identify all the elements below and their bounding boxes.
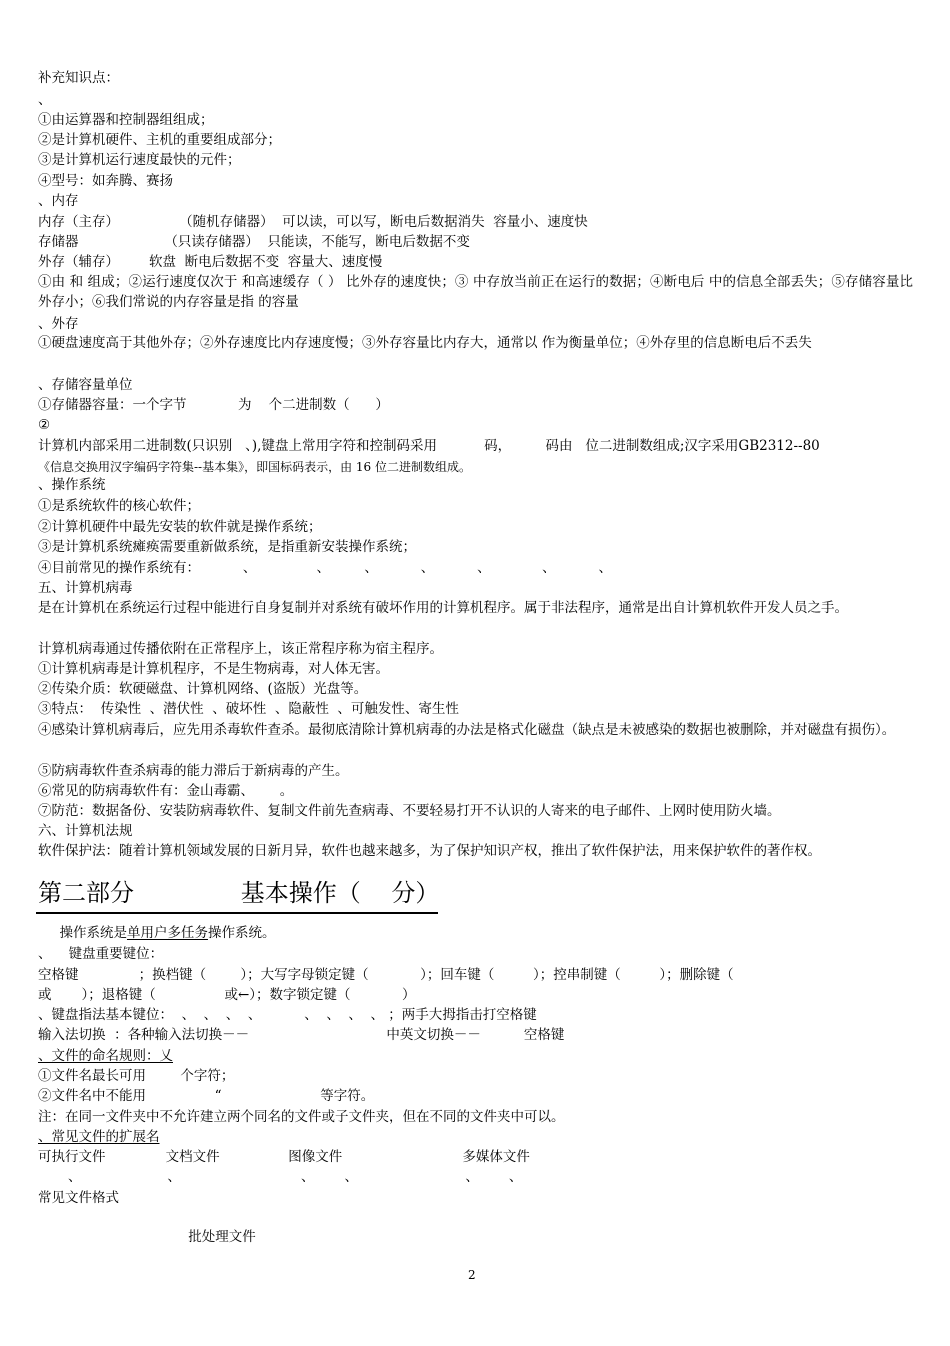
text-line: 空格键 ；换档键（ ）；大写字母锁定键（ ）；回车键（ ）；控串制键（ ）；删除键（ <box>38 967 734 983</box>
section-heading: 、 键盘重要键位： <box>38 946 164 962</box>
text-line: ②是计算机硬件、主机的重要组成部分； <box>38 132 281 148</box>
section-heading: 、常见文件的扩展名 <box>38 1129 160 1145</box>
page-number: 2 <box>468 1268 476 1282</box>
section-heading: 、操作系统 <box>38 477 106 493</box>
text-line: 外存（辅存） 软盘 断电后数据不变 容量大、速度慢 <box>38 254 383 270</box>
text-line <box>38 923 275 943</box>
text-line: 常见文件格式 <box>38 1190 119 1206</box>
text-line: ④目前常见的操作系统有： 、 、 、 、 、 、 、 <box>38 560 613 576</box>
text-line: 批处理文件 <box>38 1229 256 1245</box>
text-line: ①由运算器和控制器组组成； <box>38 112 214 128</box>
text-paragraph: 软件保护法：随着计算机领域发展的日新月异，软件也越来越多，为了保护知识产权，推出了软件保护法，用来保护软件的著作权。 <box>38 843 821 859</box>
text-line: ③是计算机运行速度最快的元件； <box>38 152 241 168</box>
text-line: ⑥常见的防病毒软件有：金山毒霸、 。 <box>38 783 294 799</box>
text-line: ①存储器容量：一个字节 为 个二进制数（ ） <box>38 397 389 413</box>
underlined-term: 单用户多任务 <box>126 925 208 941</box>
section-heading: 、键盘指法基本键位： 、 、 、 、 、 、 、 、 ；两手大拇指击打空格键 <box>38 1007 537 1023</box>
text-paragraph: 是在计算机在系统运行过程中能进行自身复制并对系统有破坏作用的计算机程序。属于非法程序，通常是出自计算机软件开发人员之手。 <box>38 600 848 616</box>
text-line: ⑦防范：数据备份、安装防病毒软件、复制文件前先查病毒、不要轻易打开不认识的人寄来的电子邮件、上网时使用防火墙。 <box>38 803 781 819</box>
text-line: ①文件名最长可用 个字符； <box>38 1068 235 1084</box>
text-paragraph: ④感染计算机病毒后，应先用杀毒软件查杀。最彻底清除计算机病毒的办法是格式化磁盘（缺点是未被感染的数据也被删除，并对磁盘有损伤）。 <box>38 722 896 738</box>
text-line: 、 <box>38 92 52 108</box>
text-line: ② <box>38 417 51 433</box>
text-line: ②文件名中不能用 “ 等字符。 <box>38 1088 375 1104</box>
heading-rule <box>36 912 438 914</box>
text-paragraph: ①由 和 组成；②运行速度仅次于 和高速缓存（ ） 比外存的速度快；③ 中存放当前正在运行的数据；④断电后 中的信息全部丢失；⑤存储容量比外存小；⑥我们常说的内存容量是指 的容量 <box>38 274 913 310</box>
text-span: 操作系统。 <box>207 925 276 941</box>
section-heading: 、内存 <box>38 193 79 209</box>
text-line: ⑤防病毒软件查杀病毒的能力滞后于新病毒的产生。 <box>38 763 349 779</box>
text-paragraph: ①硬盘速度高于其他外存；②外存速度比内存速度慢；③外存容量比内存大，通常以 作为衡量单位；④外存里的信息断电后不丢失 <box>38 335 812 351</box>
text-line: 计算机病毒通过传播依附在正常程序上，该正常程序称为宿主程序。 <box>38 641 443 657</box>
text-line: ④型号：如奔腾、赛扬 <box>38 173 173 189</box>
text-line: 输入法切换 ：各种输入法切换－－ 中英文切换－－ 空格键 <box>38 1027 565 1043</box>
text-span: 操作系统是 <box>38 925 127 941</box>
part-heading: 第二部分 基本操作（ 分） <box>38 879 440 907</box>
text-line: ②计算机硬件中最先安装的软件就是操作系统； <box>38 519 322 535</box>
text-line: 可执行文件 文档文件 图像文件 多媒体文件 <box>38 1149 530 1165</box>
text-line: 补充知识点： <box>38 70 119 86</box>
text-line: 存储器 （只读存储器） 只能读，不能写，断电后数据不变 <box>38 234 470 250</box>
section-heading: 、外存 <box>38 316 79 332</box>
text-line: 计算机内部采用二进制数(只识别 、),键盘上常用字符和控制码采用 码， 码由 位二进制数组成;汉字采用GB2312--80 <box>38 438 820 454</box>
section-heading: 、存储容量单位 <box>38 377 133 393</box>
section-heading: 、文件的命名规则：乂 <box>38 1048 173 1064</box>
text-line: ③是计算机系统瘫痪需要重新做系统，是指重新安装操作系统； <box>38 539 416 555</box>
text-line: 、 、 、 、 、 、 <box>38 1169 523 1185</box>
text-line: 《信息交换用汉字编码字符集--基本集》，即国标码表示，由 16 位二进制数组成。 <box>38 460 472 474</box>
section-heading: 六、计算机法规 <box>38 823 133 839</box>
text-line: ②传染介质：软硬磁盘、计算机网络、(盗版）光盘等。 <box>38 681 368 697</box>
text-line: 注：在同一文件夹中不允许建立两个同名的文件或子文件夹，但在不同的文件夹中可以。 <box>38 1109 565 1125</box>
text-line: ①是系统软件的核心软件； <box>38 498 200 514</box>
text-line: 或 ）；退格键（ 或←）；数字锁定键（ ） <box>38 987 416 1003</box>
text-line: ③特点： 传染性 、潜伏性 、破坏性 、隐蔽性 、可触发性、寄生性 <box>38 701 459 717</box>
text-line: ①计算机病毒是计算机程序，不是生物病毒，对人体无害。 <box>38 661 389 677</box>
text-line: 内存（主存） （随机存储器） 可以读，可以写，断电后数据消失 容量小、速度快 <box>38 214 588 230</box>
section-heading: 五、计算机病毒 <box>38 580 133 596</box>
